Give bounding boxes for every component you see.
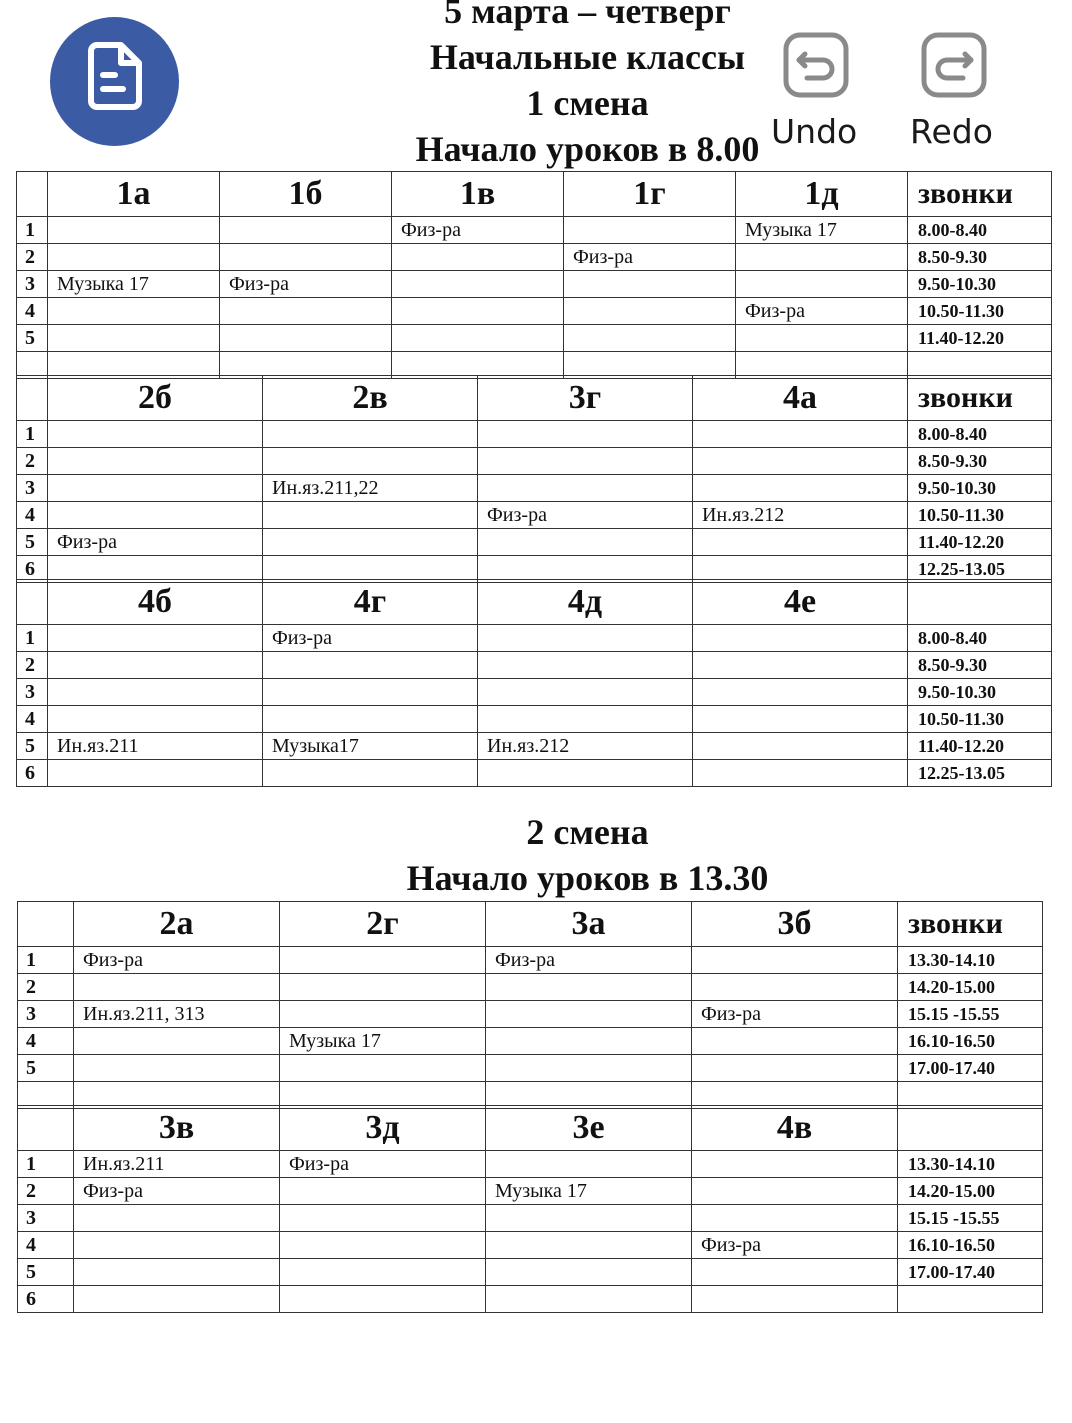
lesson-cell — [692, 1178, 898, 1205]
lesson-cell: Ин.яз.211 — [48, 733, 263, 760]
lesson-cell — [74, 974, 280, 1001]
lesson-cell — [564, 298, 736, 325]
bell-time: 13.30-14.10 — [898, 947, 1043, 974]
bell-time: 8.00-8.40 — [908, 217, 1052, 244]
lesson-cell — [693, 679, 908, 706]
schedule-table-grade-4 — [16, 579, 1052, 787]
class-header: 3в — [74, 1106, 280, 1151]
lesson-cell: Физ-ра — [692, 1232, 898, 1259]
bells-header: звонки — [908, 172, 1052, 217]
lesson-cell — [486, 1205, 692, 1232]
table-row — [17, 271, 1052, 298]
class-header: 3е — [486, 1106, 692, 1151]
lesson-cell — [486, 1055, 692, 1082]
page-title-date: 5 марта – четверг — [444, 0, 731, 31]
table-row — [17, 298, 1052, 325]
lesson-cell — [48, 448, 263, 475]
bell-time: 11.40-12.20 — [908, 733, 1052, 760]
lesson-cell — [48, 652, 263, 679]
header-cell — [18, 1106, 74, 1151]
lesson-cell: Физ-ра — [74, 1178, 280, 1205]
table-row — [17, 502, 1052, 529]
lesson-cell: Физ-ра — [564, 244, 736, 271]
class-header: 1б — [220, 172, 392, 217]
table-row — [18, 1205, 1043, 1232]
class-header: 3д — [280, 1106, 486, 1151]
table-row — [17, 475, 1052, 502]
lesson-cell: Музыка 17 — [736, 217, 908, 244]
lesson-cell — [693, 448, 908, 475]
table-row — [17, 244, 1052, 271]
class-header: 1г — [564, 172, 736, 217]
lesson-number: 2 — [18, 1178, 74, 1205]
shift-2-title: 2 смена — [526, 812, 649, 852]
lesson-cell — [692, 1151, 898, 1178]
lesson-number: 1 — [17, 421, 48, 448]
schedule-table-grade-2-4 — [16, 375, 1052, 583]
lesson-cell: Музыка 17 — [486, 1178, 692, 1205]
table-row — [17, 652, 1052, 679]
bell-time: 17.00-17.40 — [898, 1259, 1043, 1286]
lesson-cell — [692, 947, 898, 974]
bell-time: 9.50-10.30 — [908, 679, 1052, 706]
header-cell — [18, 902, 74, 947]
table-row — [18, 1232, 1043, 1259]
lesson-cell — [280, 1286, 486, 1313]
table-row — [17, 760, 1052, 787]
lesson-cell — [392, 244, 564, 271]
bell-time: 8.50-9.30 — [908, 652, 1052, 679]
lesson-cell — [486, 974, 692, 1001]
lesson-cell: Физ-ра — [478, 502, 693, 529]
header-cell — [17, 376, 48, 421]
lesson-cell — [478, 652, 693, 679]
redo-label[interactable]: Redo — [910, 112, 993, 151]
lesson-cell — [48, 244, 220, 271]
lesson-number: 1 — [17, 625, 48, 652]
shift-1-start-time: Начало уроков в 8.00 — [415, 129, 760, 169]
table-row — [17, 529, 1052, 556]
table-row — [17, 448, 1052, 475]
lesson-number: 3 — [18, 1205, 74, 1232]
lesson-cell — [220, 298, 392, 325]
bell-time: 11.40-12.20 — [908, 529, 1052, 556]
table-row — [18, 1178, 1043, 1205]
table-header-row — [17, 580, 1052, 625]
lesson-number: 3 — [17, 679, 48, 706]
lesson-number: 5 — [17, 733, 48, 760]
table-header-row — [17, 376, 1052, 421]
lesson-cell: Физ-ра — [220, 271, 392, 298]
lesson-cell — [486, 1028, 692, 1055]
table-row — [17, 217, 1052, 244]
table-row — [17, 679, 1052, 706]
class-header: 4е — [693, 580, 908, 625]
class-header: 3а — [486, 902, 692, 947]
lesson-cell — [392, 325, 564, 352]
header-cell — [17, 580, 48, 625]
lesson-cell — [693, 760, 908, 787]
lesson-cell — [478, 421, 693, 448]
lesson-number: 5 — [17, 529, 48, 556]
lesson-cell — [48, 679, 263, 706]
bell-time: 16.10-16.50 — [898, 1028, 1043, 1055]
lesson-cell: Физ-ра — [392, 217, 564, 244]
lesson-number: 5 — [18, 1055, 74, 1082]
lesson-cell — [48, 325, 220, 352]
table-row — [17, 706, 1052, 733]
class-header: 1а — [48, 172, 220, 217]
lesson-cell — [486, 1001, 692, 1028]
lesson-cell: Музыка17 — [263, 733, 478, 760]
bell-time: 16.10-16.50 — [898, 1232, 1043, 1259]
lesson-cell — [692, 1028, 898, 1055]
redo-icon — [921, 32, 987, 98]
lesson-cell: Физ-ра — [280, 1151, 486, 1178]
lesson-cell — [478, 706, 693, 733]
lesson-number: 2 — [17, 448, 48, 475]
lesson-number: 5 — [17, 325, 48, 352]
lesson-cell: Музыка 17 — [48, 271, 220, 298]
lesson-cell — [48, 217, 220, 244]
bells-header: звонки — [908, 376, 1052, 421]
lesson-cell — [564, 217, 736, 244]
lesson-number: 2 — [17, 244, 48, 271]
lesson-cell — [478, 679, 693, 706]
lesson-cell — [693, 475, 908, 502]
bells-header — [898, 1106, 1043, 1151]
class-header: 4б — [48, 580, 263, 625]
lesson-number: 4 — [17, 706, 48, 733]
table-row — [17, 625, 1052, 652]
class-header: 2б — [48, 376, 263, 421]
table-row — [18, 1151, 1043, 1178]
lesson-number: 2 — [17, 652, 48, 679]
lesson-cell — [280, 974, 486, 1001]
lesson-cell — [280, 1205, 486, 1232]
lesson-cell — [736, 271, 908, 298]
bell-time — [898, 1286, 1043, 1313]
lesson-cell — [478, 448, 693, 475]
lesson-cell: Физ-ра — [736, 298, 908, 325]
table-row — [18, 947, 1043, 974]
class-header: 4г — [263, 580, 478, 625]
lesson-cell — [48, 421, 263, 448]
lesson-number: 4 — [17, 502, 48, 529]
bell-time: 9.50-10.30 — [908, 475, 1052, 502]
bell-time: 15.15 -15.55 — [898, 1205, 1043, 1232]
lesson-cell — [263, 502, 478, 529]
class-header: 2г — [280, 902, 486, 947]
lesson-cell — [486, 1151, 692, 1178]
lesson-cell: Ин.яз.211 — [74, 1151, 280, 1178]
bell-time: 10.50-11.30 — [908, 502, 1052, 529]
lesson-cell — [263, 448, 478, 475]
lesson-number: 1 — [18, 1151, 74, 1178]
lesson-cell — [392, 271, 564, 298]
lesson-cell — [263, 652, 478, 679]
lesson-number: 1 — [18, 947, 74, 974]
lesson-cell — [693, 706, 908, 733]
bell-time: 10.50-11.30 — [908, 706, 1052, 733]
lesson-number: 5 — [18, 1259, 74, 1286]
undo-label[interactable]: Undo — [771, 112, 858, 151]
lesson-cell — [693, 652, 908, 679]
bells-header — [908, 580, 1052, 625]
bell-time: 14.20-15.00 — [898, 1178, 1043, 1205]
lesson-cell — [263, 529, 478, 556]
table-row — [17, 733, 1052, 760]
lesson-cell — [693, 733, 908, 760]
lesson-cell — [48, 502, 263, 529]
table-row — [18, 1055, 1043, 1082]
lesson-cell: Физ-ра — [74, 947, 280, 974]
table-header-row — [18, 1106, 1043, 1151]
class-header: 3г — [478, 376, 693, 421]
table-row — [18, 1286, 1043, 1313]
lesson-cell — [736, 325, 908, 352]
shift-1-title: 1 смена — [526, 83, 649, 123]
lesson-cell — [74, 1232, 280, 1259]
lesson-cell: Ин.яз.212 — [693, 502, 908, 529]
lesson-number: 1 — [17, 217, 48, 244]
lesson-cell — [263, 706, 478, 733]
lesson-cell — [280, 1178, 486, 1205]
bell-time: 8.00-8.40 — [908, 625, 1052, 652]
class-header: 2а — [74, 902, 280, 947]
lesson-number: 3 — [18, 1001, 74, 1028]
bell-time: 11.40-12.20 — [908, 325, 1052, 352]
lesson-cell — [263, 679, 478, 706]
lesson-number: 6 — [17, 760, 48, 787]
lesson-cell — [478, 760, 693, 787]
bell-time: 10.50-11.30 — [908, 298, 1052, 325]
lesson-number: 4 — [18, 1232, 74, 1259]
bell-time: 8.00-8.40 — [908, 421, 1052, 448]
bell-time: 17.00-17.40 — [898, 1055, 1043, 1082]
lesson-number: 3 — [17, 271, 48, 298]
lesson-cell: Физ-ра — [263, 625, 478, 652]
bell-time: 12.25-13.05 — [908, 556, 1052, 583]
lesson-cell — [74, 1259, 280, 1286]
class-header: 1д — [736, 172, 908, 217]
lesson-cell — [48, 625, 263, 652]
bell-time: 15.15 -15.55 — [898, 1001, 1043, 1028]
class-header: 1в — [392, 172, 564, 217]
class-header: 3б — [692, 902, 898, 947]
shift-2-start-time: Начало уроков в 13.30 — [406, 858, 769, 898]
bell-time: 8.50-9.30 — [908, 448, 1052, 475]
lesson-cell — [280, 1259, 486, 1286]
lesson-cell — [692, 1205, 898, 1232]
bell-time: 8.50-9.30 — [908, 244, 1052, 271]
table-row — [18, 1259, 1043, 1286]
lesson-cell — [478, 475, 693, 502]
lesson-cell — [48, 298, 220, 325]
lesson-cell — [280, 947, 486, 974]
table-header-row — [17, 172, 1052, 217]
table-row — [18, 1001, 1043, 1028]
lesson-cell — [478, 625, 693, 652]
lesson-cell — [48, 475, 263, 502]
bell-time: 12.25-13.05 — [908, 760, 1052, 787]
lesson-cell — [280, 1055, 486, 1082]
lesson-cell — [486, 1232, 692, 1259]
document-icon — [83, 39, 147, 111]
lesson-cell — [564, 325, 736, 352]
table-row — [17, 325, 1052, 352]
lesson-cell — [280, 1232, 486, 1259]
lesson-cell — [74, 1028, 280, 1055]
lesson-cell — [263, 421, 478, 448]
lesson-number: 4 — [17, 298, 48, 325]
lesson-cell — [74, 1205, 280, 1232]
lesson-cell — [564, 271, 736, 298]
lesson-cell — [692, 1055, 898, 1082]
class-header: 4а — [693, 376, 908, 421]
lesson-cell: Физ-ра — [486, 947, 692, 974]
lesson-cell: Ин.яз.212 — [478, 733, 693, 760]
lesson-cell — [74, 1055, 280, 1082]
bell-time: 14.20-15.00 — [898, 974, 1043, 1001]
lesson-number: 6 — [18, 1286, 74, 1313]
class-header: 4д — [478, 580, 693, 625]
schedule-table-grade-1 — [16, 171, 1052, 379]
lesson-cell: Музыка 17 — [280, 1028, 486, 1055]
class-header: 2в — [263, 376, 478, 421]
schedule-table-shift-2-b — [17, 1105, 1043, 1313]
lesson-cell: Ин.яз.211,22 — [263, 475, 478, 502]
lesson-cell — [48, 706, 263, 733]
lesson-number: 4 — [18, 1028, 74, 1055]
lesson-cell — [692, 1259, 898, 1286]
lesson-cell: Физ-ра — [48, 529, 263, 556]
document-button[interactable] — [50, 17, 179, 146]
bell-time: 13.30-14.10 — [898, 1151, 1043, 1178]
undo-icon — [783, 32, 849, 98]
page-title-grades: Начальные классы — [429, 37, 746, 77]
table-row — [17, 421, 1052, 448]
lesson-cell — [693, 529, 908, 556]
lesson-cell: Ин.яз.211, 313 — [74, 1001, 280, 1028]
lesson-number: 3 — [17, 475, 48, 502]
lesson-cell — [478, 529, 693, 556]
lesson-cell — [392, 298, 564, 325]
lesson-cell — [48, 760, 263, 787]
redo-button[interactable] — [921, 32, 987, 98]
class-header: 4в — [692, 1106, 898, 1151]
header-cell — [17, 172, 48, 217]
lesson-cell — [486, 1286, 692, 1313]
lesson-number: 6 — [17, 556, 48, 583]
lesson-number: 2 — [18, 974, 74, 1001]
table-header-row — [18, 902, 1043, 947]
bell-time: 9.50-10.30 — [908, 271, 1052, 298]
lesson-cell — [693, 625, 908, 652]
lesson-cell — [220, 325, 392, 352]
schedule-table-shift-2-a — [17, 901, 1043, 1109]
lesson-cell — [693, 421, 908, 448]
lesson-cell — [692, 1286, 898, 1313]
lesson-cell — [486, 1259, 692, 1286]
lesson-cell — [692, 974, 898, 1001]
table-row — [18, 1028, 1043, 1055]
lesson-cell — [220, 217, 392, 244]
table-row — [18, 974, 1043, 1001]
lesson-cell — [74, 1286, 280, 1313]
lesson-cell — [736, 244, 908, 271]
lesson-cell — [220, 244, 392, 271]
lesson-cell: Физ-ра — [692, 1001, 898, 1028]
lesson-cell — [263, 760, 478, 787]
lesson-cell — [280, 1001, 486, 1028]
bells-header: звонки — [898, 902, 1043, 947]
undo-button[interactable] — [783, 32, 849, 98]
